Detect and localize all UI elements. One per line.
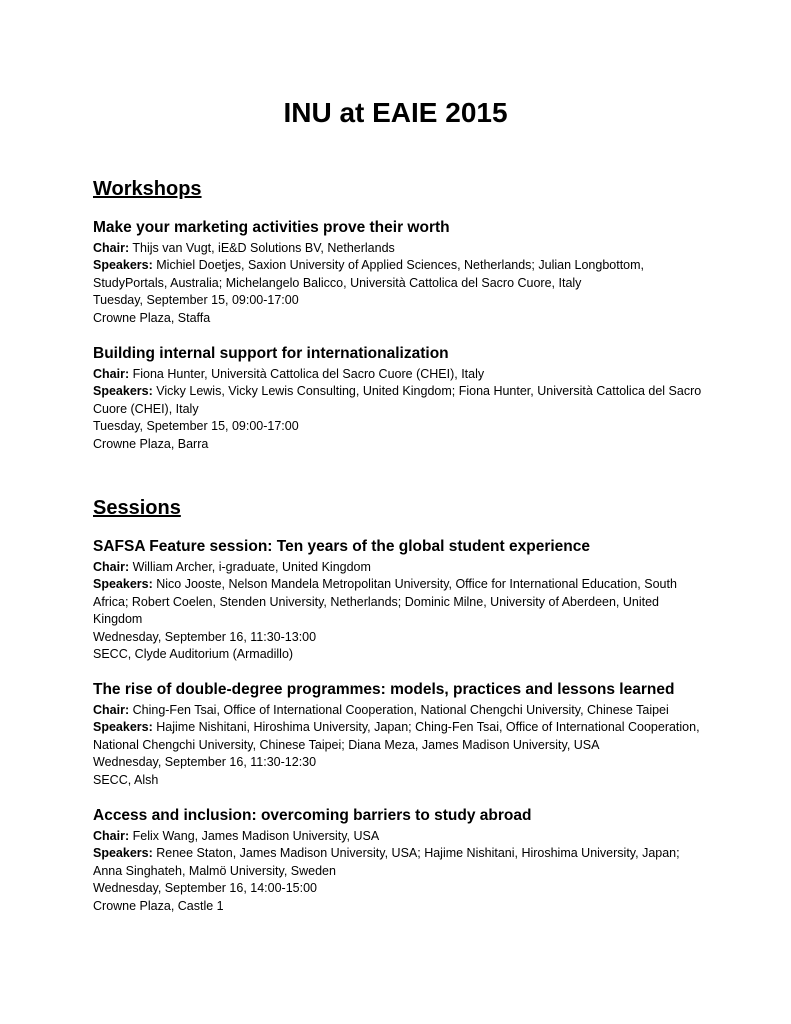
event-chair [93,702,703,719]
event-title: Building internal support for internationalization [93,345,449,362]
speakers-value: Vicky Lewis, Vicky Lewis Consulting, United Kingdom; Fiona Hunter, Università Cattolica del Sacro Cuore (CHEI), Italy [93,384,702,416]
event-location: SECC, Clyde Auditorium (Armadillo) [93,647,294,662]
event-location: SECC, Alsh [93,772,159,787]
chair-value: Ching-Fen Tsai, Office of International Cooperation, National Chengchi University, Chinese Taipei [132,703,669,717]
speakers-value: Michiel Doetjes, Saxion University of Applied Sciences, Netherlands; Julian Longbottom, StudyPortals, Australia; Michelangelo Balicco, Università Cattolica del Sacro Cuore, Italy [93,258,645,290]
chair-value: Fiona Hunter, Università Cattolica del Sacro Cuore (CHEI), Italy [132,367,485,381]
speakers-value: Hajime Nishitani, Hiroshima University, Japan; Ching-Fen Tsai, Office of International Cooperation, National Chengchi University, Chinese Taipei; Diana Meza, James Madison University, USA [93,720,700,752]
chair-label: Chair: [93,703,130,717]
event-location: Crowne Plaza, Castle 1 [93,898,224,913]
event-time: Tuesday, September 15, 09:00-17:00 [93,293,299,308]
speakers-label: Speakers: [93,577,153,592]
event-speakers [93,383,703,418]
event-title: SAFSA Feature session: Ten years of the global student experience [93,538,590,555]
sessions-heading: Sessions [93,497,181,519]
chair-value: William Archer, i-graduate, United Kingdom [132,560,371,574]
event-title: The rise of double-degree programmes: models, practices and lessons learned [93,681,675,698]
event-time: Wednesday, September 16, 14:00-15:00 [93,881,317,896]
event-chair [93,240,703,257]
speakers-value: Nico Jooste, Nelson Mandela Metropolitan University, Office for International Education, South Africa; Robert Coelen, Stenden University, Netherlands; Dominic Milne, University of Aberdeen, United Kingdom [93,577,677,627]
event-time: Wednesday, September 16, 11:30-12:30 [93,755,317,770]
chair-label: Chair: [93,367,130,381]
session-item [93,806,703,915]
event-time: Tuesday, Spetember 15, 09:00-17:00 [93,419,299,434]
chair-value: Thijs van Vugt, iE&D Solutions BV, Netherlands [132,241,395,255]
speakers-label: Speakers: [93,720,153,735]
event-chair [93,828,703,845]
session-item [93,537,703,663]
speakers-label: Speakers: [93,384,153,399]
event-title: Access and inclusion: overcoming barriers to study abroad [93,807,532,824]
event-time: Wednesday, September 16, 11:30-13:00 [93,629,317,644]
speakers-label: Speakers: [93,258,153,273]
document-title: INU at EAIE 2015 [283,97,508,128]
speakers-value: Renee Staton, James Madison University, USA; Hajime Nishitani, Hiroshima University, Japan; Anna Singhateh, Malmö University, Sweden [93,846,680,878]
chair-label: Chair: [93,829,130,843]
event-speakers [93,719,703,754]
chair-label: Chair: [93,560,130,574]
event-chair [93,559,703,576]
event-speakers [93,576,703,628]
event-location: Crowne Plaza, Barra [93,436,209,451]
event-speakers [93,257,703,292]
event-title: Make your marketing activities prove their worth [93,219,450,236]
workshops-heading: Workshops [93,178,202,200]
event-speakers [93,845,703,880]
workshop-item [93,218,703,327]
chair-label: Chair: [93,241,130,255]
speakers-label: Speakers: [93,846,153,861]
chair-value: Felix Wang, James Madison University, USA [132,829,380,843]
workshop-item [93,344,703,453]
event-chair [93,366,703,383]
event-location: Crowne Plaza, Staffa [93,310,211,325]
session-item [93,680,703,789]
